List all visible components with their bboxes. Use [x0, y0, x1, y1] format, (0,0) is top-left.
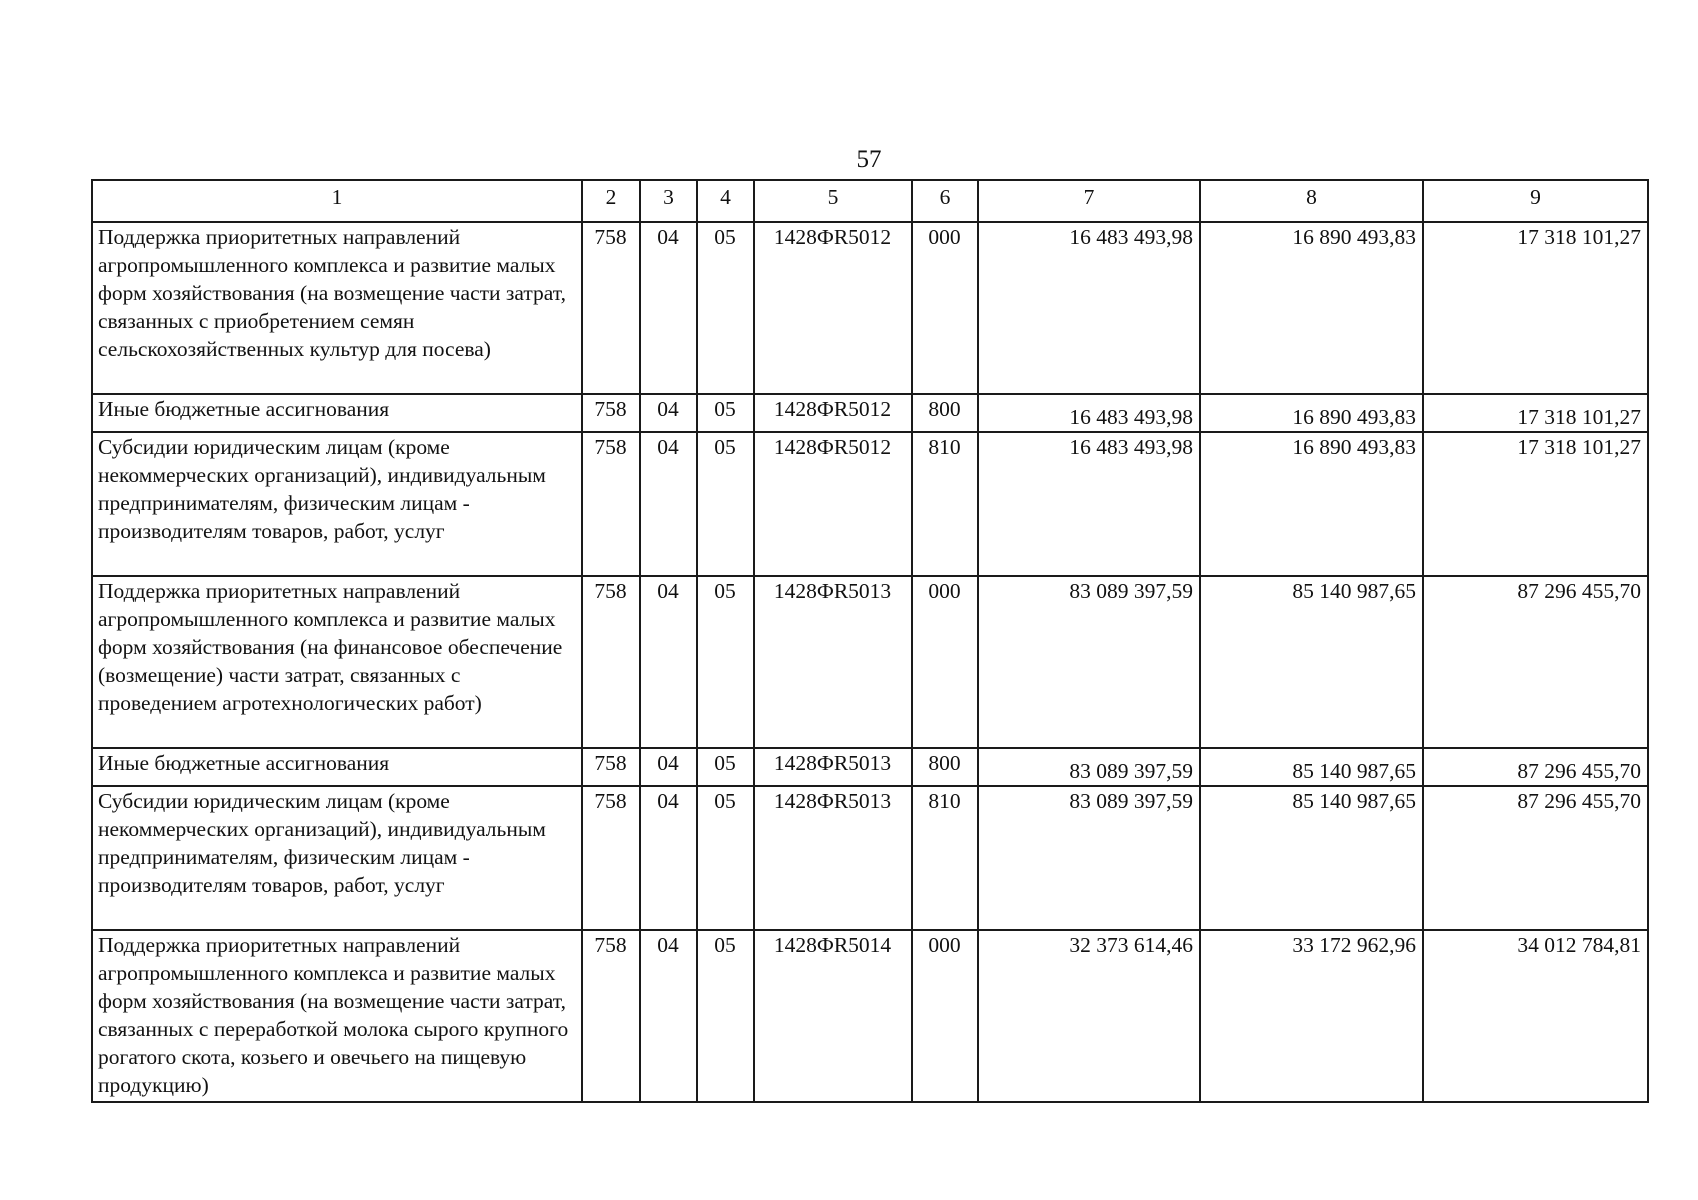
- row-code-3: 04: [640, 748, 697, 786]
- row-value-7: 32 373 614,46: [978, 930, 1200, 1102]
- header-col-7: 7: [978, 180, 1200, 222]
- row-value-8: 85 140 987,65: [1200, 786, 1423, 930]
- row-code-5: 1428ФR5013: [754, 786, 912, 930]
- header-col-3: 3: [640, 180, 697, 222]
- row-name: Субсидии юридическим лицам (кроме некоммерческих организаций), индивидуальным предпринимателям, физическим лицам - производителям товаров, работ, услуг: [92, 432, 582, 576]
- table-row: [92, 748, 1648, 786]
- row-code-5: 1428ФR5013: [754, 748, 912, 786]
- row-value-7: 83 089 397,59: [978, 786, 1200, 930]
- row-value-9: 87 296 455,70: [1423, 786, 1648, 930]
- row-code-2: 758: [582, 222, 640, 394]
- row-value-8: 85 140 987,65: [1200, 576, 1423, 748]
- row-code-5: 1428ФR5012: [754, 394, 912, 432]
- row-code-4: 05: [697, 930, 754, 1102]
- row-name: Поддержка приоритетных направлений агропромышленного комплекса и развитие малых форм хозяйствования (на возмещение части затрат, связанных с переработкой молока сырого крупного рогатого скота, козьего и овечьего на пищевую продукцию): [92, 930, 582, 1102]
- header-col-9: 9: [1423, 180, 1648, 222]
- row-code-2: 758: [582, 394, 640, 432]
- row-code-5: 1428ФR5014: [754, 930, 912, 1102]
- row-code-2: 758: [582, 748, 640, 786]
- table-row: [92, 394, 1648, 432]
- row-code-2: 758: [582, 432, 640, 576]
- row-name: Субсидии юридическим лицам (кроме некоммерческих организаций), индивидуальным предпринимателям, физическим лицам - производителям товаров, работ, услуг: [92, 786, 582, 930]
- row-value-7: 16 483 493,98: [978, 394, 1200, 432]
- row-name: Иные бюджетные ассигнования: [92, 748, 582, 786]
- row-code-2: 758: [582, 786, 640, 930]
- row-value-9: 87 296 455,70: [1423, 748, 1648, 786]
- row-code-6: 000: [912, 930, 978, 1102]
- budget-table: [91, 179, 1649, 1103]
- row-value-8: 85 140 987,65: [1200, 748, 1423, 786]
- row-code-3: 04: [640, 930, 697, 1102]
- row-value-9: 17 318 101,27: [1423, 394, 1648, 432]
- header-col-4: 4: [697, 180, 754, 222]
- table-row: [92, 930, 1648, 1102]
- row-value-8: 16 890 493,83: [1200, 432, 1423, 576]
- table-row: [92, 222, 1648, 394]
- header-col-1: 1: [92, 180, 582, 222]
- row-value-9: 17 318 101,27: [1423, 222, 1648, 394]
- row-code-4: 05: [697, 432, 754, 576]
- row-value-7: 83 089 397,59: [978, 748, 1200, 786]
- table-row: [92, 576, 1648, 748]
- row-code-2: 758: [582, 930, 640, 1102]
- table-row: [92, 432, 1648, 576]
- row-code-6: 800: [912, 394, 978, 432]
- row-code-5: 1428ФR5012: [754, 222, 912, 394]
- row-code-3: 04: [640, 394, 697, 432]
- row-code-4: 05: [697, 748, 754, 786]
- header-col-8: 8: [1200, 180, 1423, 222]
- table-row: [92, 786, 1648, 930]
- row-code-4: 05: [697, 576, 754, 748]
- row-name: Иные бюджетные ассигнования: [92, 394, 582, 432]
- row-code-5: 1428ФR5013: [754, 576, 912, 748]
- row-code-6: 810: [912, 786, 978, 930]
- row-value-7: 16 483 493,98: [978, 222, 1200, 394]
- header-row: [92, 180, 1648, 222]
- row-code-6: 800: [912, 748, 978, 786]
- row-value-9: 17 318 101,27: [1423, 432, 1648, 576]
- header-col-2: 2: [582, 180, 640, 222]
- row-value-7: 83 089 397,59: [978, 576, 1200, 748]
- row-value-9: 34 012 784,81: [1423, 930, 1648, 1102]
- row-code-4: 05: [697, 786, 754, 930]
- row-code-6: 000: [912, 222, 978, 394]
- row-code-3: 04: [640, 786, 697, 930]
- row-code-3: 04: [640, 222, 697, 394]
- row-value-8: 16 890 493,83: [1200, 222, 1423, 394]
- row-code-6: 000: [912, 576, 978, 748]
- row-code-4: 05: [697, 394, 754, 432]
- row-code-2: 758: [582, 576, 640, 748]
- row-value-7: 16 483 493,98: [978, 432, 1200, 576]
- row-code-3: 04: [640, 576, 697, 748]
- page-number: 57: [856, 146, 882, 173]
- row-name: Поддержка приоритетных направлений агропромышленного комплекса и развитие малых форм хозяйствования (на финансовое обеспечение (возмещение) части затрат, связанных с проведением агротехнологических работ): [92, 576, 582, 748]
- header-col-6: 6: [912, 180, 978, 222]
- row-value-9: 87 296 455,70: [1423, 576, 1648, 748]
- row-code-5: 1428ФR5012: [754, 432, 912, 576]
- row-value-8: 16 890 493,83: [1200, 394, 1423, 432]
- row-code-6: 810: [912, 432, 978, 576]
- header-col-5: 5: [754, 180, 912, 222]
- row-value-8: 33 172 962,96: [1200, 930, 1423, 1102]
- row-code-3: 04: [640, 432, 697, 576]
- row-code-4: 05: [697, 222, 754, 394]
- row-name: Поддержка приоритетных направлений агропромышленного комплекса и развитие малых форм хозяйствования (на возмещение части затрат, связанных с приобретением семян сельскохозяйственных культур для посева): [92, 222, 582, 394]
